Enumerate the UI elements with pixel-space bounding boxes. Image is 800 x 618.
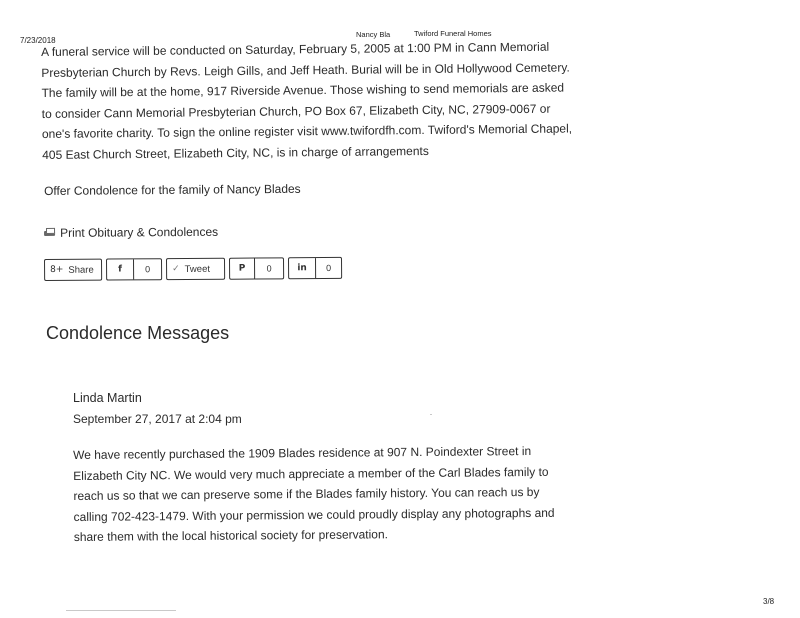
facebook-share-count: 0 bbox=[133, 259, 161, 279]
pinterest-icon: P bbox=[238, 263, 246, 274]
scan-artifact bbox=[430, 414, 432, 415]
print-obituary-link[interactable] bbox=[44, 225, 218, 240]
print-date: 7/23/2018 bbox=[20, 36, 56, 45]
twitter-tweet-button[interactable] bbox=[166, 258, 225, 280]
facebook-share-button[interactable] bbox=[106, 258, 162, 280]
comment-date: September 27, 2017 at 2:04 pm bbox=[73, 412, 242, 426]
share-bar bbox=[44, 257, 342, 281]
linkedin-icon: in bbox=[297, 263, 307, 274]
obituary-paragraph: A funeral service will be conducted on Saturday, February 5, 2005 at 1:00 PM in Cann Memorial Presbyterian Church by Revs. Leigh Gills, and Jeff Heath. Burial will be in Old Hollywood Cemetery. The family will be at the home, 917 Riverside Avenue. Those wishing to send memorials are asked to consider Cann Memorial Presbyterian Church, PO Box 67, Elizabeth City, NC, 27909-0067 or one's favorite charity. To sign the online register visit www.twifordfh.com. Twiford's Memorial Chapel, 405 East Church Street, Elizabeth City, NC, is in charge of arrangements bbox=[41, 39, 573, 162]
obituary-text bbox=[41, 36, 574, 165]
comment-paragraph: We have recently purchased the 1909 Blades residence at 907 N. Poindexter Street in Elizabeth City NC. We would very much appreciate a member of the Carl Blades family to reach us so that we can preserve some if the Blades family history. You can reach us by calling 702-423-1479. With your permission we could proudly display any photographs and share them with the local historical society for preservation. bbox=[73, 444, 555, 544]
twitter-tweet-label: Tweet bbox=[184, 263, 211, 275]
facebook-icon: f bbox=[118, 264, 123, 275]
linkedin-share-count: 0 bbox=[315, 258, 341, 278]
printer-icon bbox=[44, 228, 55, 238]
google-share-button[interactable] bbox=[44, 259, 102, 281]
pinterest-share-count: 0 bbox=[254, 258, 283, 278]
print-site-name: Twiford Funeral Homes bbox=[414, 29, 492, 38]
twitter-icon: ✓ bbox=[172, 264, 180, 275]
linkedin-share-button[interactable] bbox=[288, 257, 342, 279]
scan-artifact bbox=[66, 610, 176, 611]
offer-condolence-link[interactable]: Offer Condolence for the family of Nancy Blades bbox=[44, 181, 301, 198]
comment-text bbox=[73, 441, 566, 548]
print-page-title: Nancy Bla bbox=[356, 30, 391, 39]
page-number: 3/8 bbox=[763, 597, 775, 606]
condolence-messages-heading: Condolence Messages bbox=[46, 323, 230, 343]
google-share-label: Share bbox=[68, 264, 94, 276]
comment-author: Linda Martin bbox=[73, 391, 142, 405]
google-plus-icon: 8+ bbox=[50, 264, 64, 275]
pinterest-share-button[interactable] bbox=[229, 257, 284, 279]
print-obituary-label: Print Obituary & Condolences bbox=[59, 224, 219, 240]
